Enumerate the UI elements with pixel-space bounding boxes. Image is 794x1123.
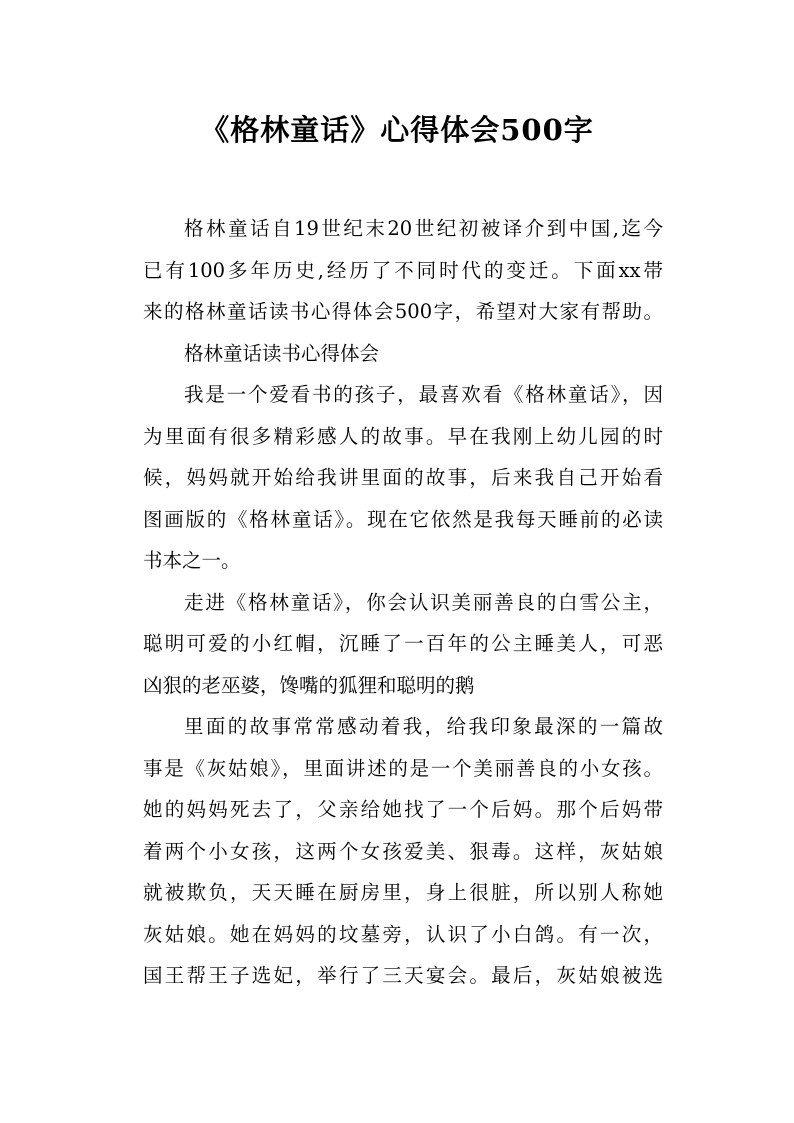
text-line: 格林童话自19世纪末20世纪初被译介到中国,迄今: [184, 217, 663, 240]
text-line: 着两个小女孩，这两个女孩爱美、狠毒。这样，灰姑娘: [143, 839, 663, 863]
text-line: 来的格林童话读书心得体会500字，希望对大家有帮助。: [143, 300, 663, 323]
text-line: 里面的故事常常感动着我，给我印象最深的一篇故: [184, 715, 663, 738]
section-heading: 格林童话读书心得体会: [184, 341, 380, 365]
text-line: 已有100多年历史,经历了不同时代的变迁。下面xx帯: [143, 258, 663, 282]
page-title: 《格林童话》心得体会500字: [200, 113, 594, 147]
text-line: 事是《灰姑娘》，里面讲述的是一个美丽善良的小女孩。: [143, 756, 663, 780]
text-line: 走进《格林童话》，你会认识美丽善良的白雪公主，: [184, 590, 663, 614]
article-body: [143, 208, 663, 997]
text-line: 书本之一。: [143, 549, 241, 572]
text-line: 就被欺负，天天睡在厨房里，身上很脏，所以别人称她: [143, 881, 663, 904]
text-line: 为里面有很多精彩感人的故事。早在我刚上幼儿园的时: [143, 424, 663, 448]
text-line: 国王帮王子选妃，举行了三天宴会。最后，灰姑娘被选: [143, 964, 663, 987]
text-line: 图画版的《格林童话》。现在它依然是我每天睡前的必读: [143, 507, 663, 531]
text-line: 凶狠的老巫婆，馋嘴的狐狸和聪明的鹅: [143, 673, 475, 697]
text-line: 灰姑娘。她在妈妈的坟墓旁，认识了小白鸽。有一次，: [143, 922, 663, 946]
text-line: 候，妈妈就开始给我讲里面的故事，后来我自己开始看: [143, 466, 663, 489]
text-line: 聪明可爱的小红帽，沉睡了一百年的公主睡美人，可恶: [143, 632, 663, 655]
text-line: 我是一个爱看书的孩子，最喜欢看《格林童话》，因: [184, 383, 663, 406]
text-line: 她的妈妈死去了，父亲给她找了一个后妈。那个后妈带: [143, 798, 663, 821]
